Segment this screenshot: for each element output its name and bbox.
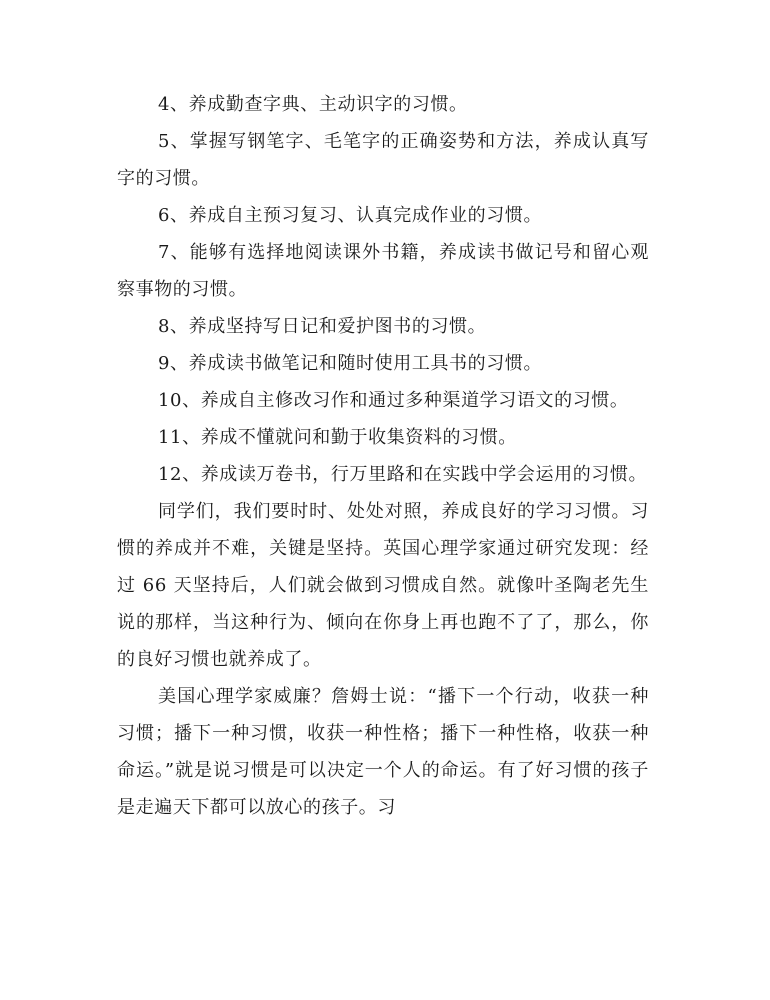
paragraph-habit-6: 6、养成自主预习复习、认真完成作业的习惯。: [158, 205, 543, 226]
paragraph-james-quote: 美国心理学家威廉？詹姆士说：“播下一个行动，收获一种习惯；播下一种习惯，收获一种性格；播下一种性格，收获一种命运。”就是说习惯是可以决定一个人的命运。有了好习惯的孩子是走遍天下都可以放心的孩子。习: [117, 686, 649, 818]
paragraph-habit-4: 4、养成勤查字典、主动识字的习惯。: [158, 94, 468, 115]
paragraph-habit-5: 5、掌握写钢笔字、毛笔字的正确姿势和方法，养成认真写字的习惯。: [117, 131, 649, 189]
paragraph-habit-10: 10、养成自主修改习作和通过多种渠道学习语文的习惯。: [158, 390, 629, 411]
paragraph-habit-9: 9、养成读书做笔记和随时使用工具书的习惯。: [158, 353, 543, 374]
paragraph-habit-8: 8、养成坚持写日记和爱护图书的习惯。: [158, 316, 487, 337]
paragraph-habit-11: 11、养成不懂就问和勤于收集资料的习惯。: [158, 427, 517, 448]
paragraph-habit-7: 7、能够有选择地阅读课外书籍，养成读书做记号和留心观察事物的习惯。: [117, 242, 649, 300]
document-page: [117, 86, 649, 826]
paragraph-habit-12: 12、养成读万卷书，行万里路和在实践中学会运用的习惯。: [158, 464, 648, 485]
paragraph-persistence: 同学们，我们要时时、处处对照，养成良好的学习习惯。习惯的养成并不难，关键是坚持。英国心理学家通过研究发现：经过 66 天坚持后，人们就会做到习惯成自然。就像叶圣陶老先生说的那样，当这种行为、倾向在你身上再也跑不了了，那么，你的良好习惯也就养成了。: [117, 501, 649, 670]
